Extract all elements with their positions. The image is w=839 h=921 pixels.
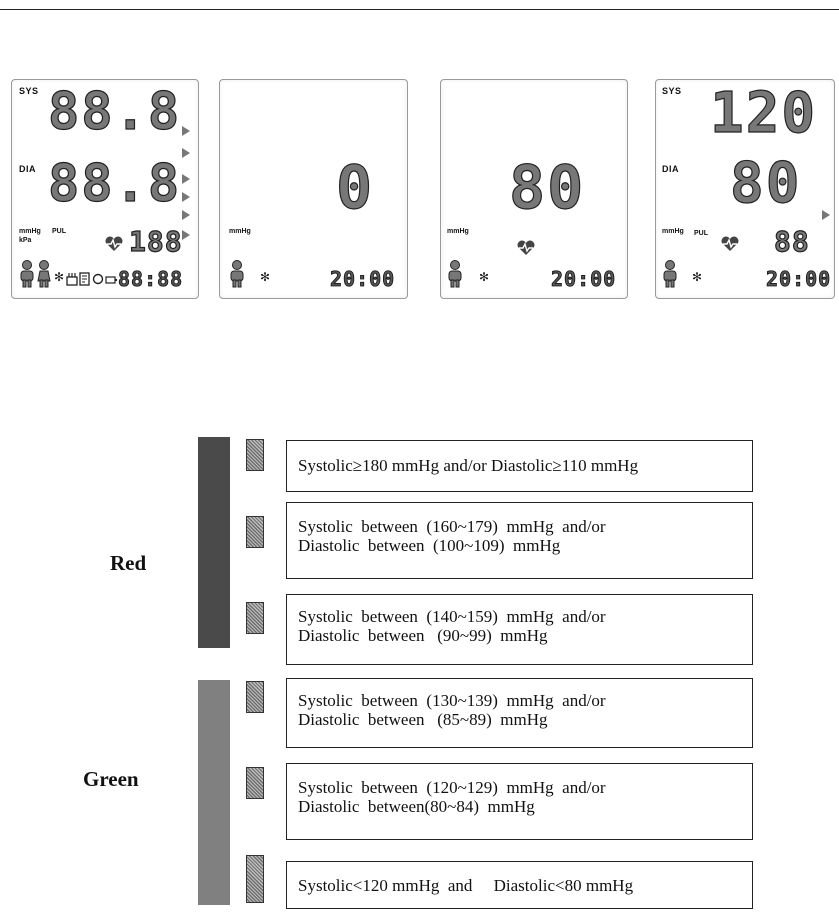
level-text-line: Systolic between (160~179) mmHg and/or xyxy=(298,517,606,536)
level-box-6 xyxy=(286,861,753,909)
clock-digits: 20:00 xyxy=(766,267,832,291)
level-box-3 xyxy=(286,594,753,665)
level-arrow-icon xyxy=(182,230,190,240)
dia-digits: 80 xyxy=(730,151,802,216)
unit-kpa: kPa xyxy=(19,237,32,244)
user1-icon xyxy=(19,260,35,288)
memory-icon xyxy=(66,272,78,286)
green-group-label: Green xyxy=(83,767,139,791)
pulse-digits: 188 xyxy=(129,225,183,258)
bluetooth-icon: ✻ xyxy=(479,270,490,284)
unit-mmhg: mmHg xyxy=(229,228,251,235)
lcd-panel-measuring xyxy=(440,79,628,299)
level-indicator-icon xyxy=(246,855,264,903)
clock-digits: 88:88 xyxy=(118,267,184,291)
green-group-bar xyxy=(198,680,230,905)
level-box-5 xyxy=(286,763,753,840)
user-icon xyxy=(229,260,245,288)
dia-label: DIA xyxy=(19,164,36,174)
level-indicator-icon xyxy=(246,439,264,471)
level-arrow-icon xyxy=(182,210,190,220)
red-group-label: Red xyxy=(110,551,147,575)
level-indicator-icon xyxy=(246,516,264,548)
pul-label: PUL xyxy=(52,228,66,235)
cuff-icon xyxy=(92,273,104,285)
unit-mmhg: mmHg xyxy=(662,228,684,235)
unit-mmhg: mmHg xyxy=(447,228,469,235)
sys-label: SYS xyxy=(662,86,682,96)
dia-label: DIA xyxy=(662,164,679,174)
pul-label: PUL xyxy=(694,230,708,237)
level-indicator-icon xyxy=(246,602,264,634)
battery-icon xyxy=(105,275,117,285)
lcd-panel-all-segments xyxy=(11,79,199,299)
heart-icon xyxy=(516,240,536,256)
level-arrow-icon xyxy=(182,174,190,184)
sys-digits: 120 xyxy=(710,81,818,146)
bluetooth-icon: ✻ xyxy=(692,270,703,284)
sys-label: SYS xyxy=(19,86,39,96)
level-indicator-icon xyxy=(246,681,264,713)
level-arrow-icon xyxy=(822,210,830,220)
lcd-panel-inflating xyxy=(219,79,408,299)
dia-digits: 88.8 xyxy=(48,154,182,214)
lcd-panel-result xyxy=(655,79,835,299)
level-text-line: Systolic between (140~159) mmHg and/or xyxy=(298,607,606,626)
level-box-1 xyxy=(286,440,753,492)
bluetooth-icon: ✻ xyxy=(260,270,271,284)
level-text-line: Diastolic between(80~84) mmHg xyxy=(298,797,535,816)
heart-icon xyxy=(720,236,740,252)
user-icon xyxy=(447,260,463,288)
pulse-digits: 88 xyxy=(774,225,810,258)
level-text-line: Systolic between (120~129) mmHg and/or xyxy=(298,778,606,797)
level-text-line: Diastolic between (100~109) mmHg xyxy=(298,536,561,555)
bluetooth-icon: ✻ xyxy=(54,270,65,284)
level-box-2 xyxy=(286,502,753,579)
level-indicator-icon xyxy=(246,767,264,799)
sys-digits: 88.8 xyxy=(48,82,182,142)
level-text-line: Diastolic between (90~99) mmHg xyxy=(298,626,548,645)
level-text-line: Systolic≥180 mmHg and/or Diastolic≥110 mmHg xyxy=(298,456,639,475)
level-text-line: Systolic<120 mmHg and Diastolic<80 mmHg xyxy=(298,876,634,895)
notepad-icon xyxy=(79,272,91,286)
level-box-4 xyxy=(286,678,753,748)
pressure-digits: 0 xyxy=(336,153,375,223)
clock-digits: 20:00 xyxy=(551,267,617,291)
user-icon xyxy=(662,260,678,288)
level-text-line: Diastolic between (85~89) mmHg xyxy=(298,710,548,729)
level-text-line: Systolic between (130~139) mmHg and/or xyxy=(298,691,606,710)
user2-icon xyxy=(36,260,52,288)
red-group-bar xyxy=(198,437,230,648)
unit-mmhg: mmHg xyxy=(19,228,41,235)
level-arrow-icon xyxy=(182,192,190,202)
level-arrow-icon xyxy=(182,148,190,158)
clock-digits: 20:00 xyxy=(330,267,396,291)
pressure-digits: 80 xyxy=(509,153,586,223)
heart-icon xyxy=(104,236,124,252)
header-rule xyxy=(0,9,839,10)
level-arrow-icon xyxy=(182,126,190,136)
